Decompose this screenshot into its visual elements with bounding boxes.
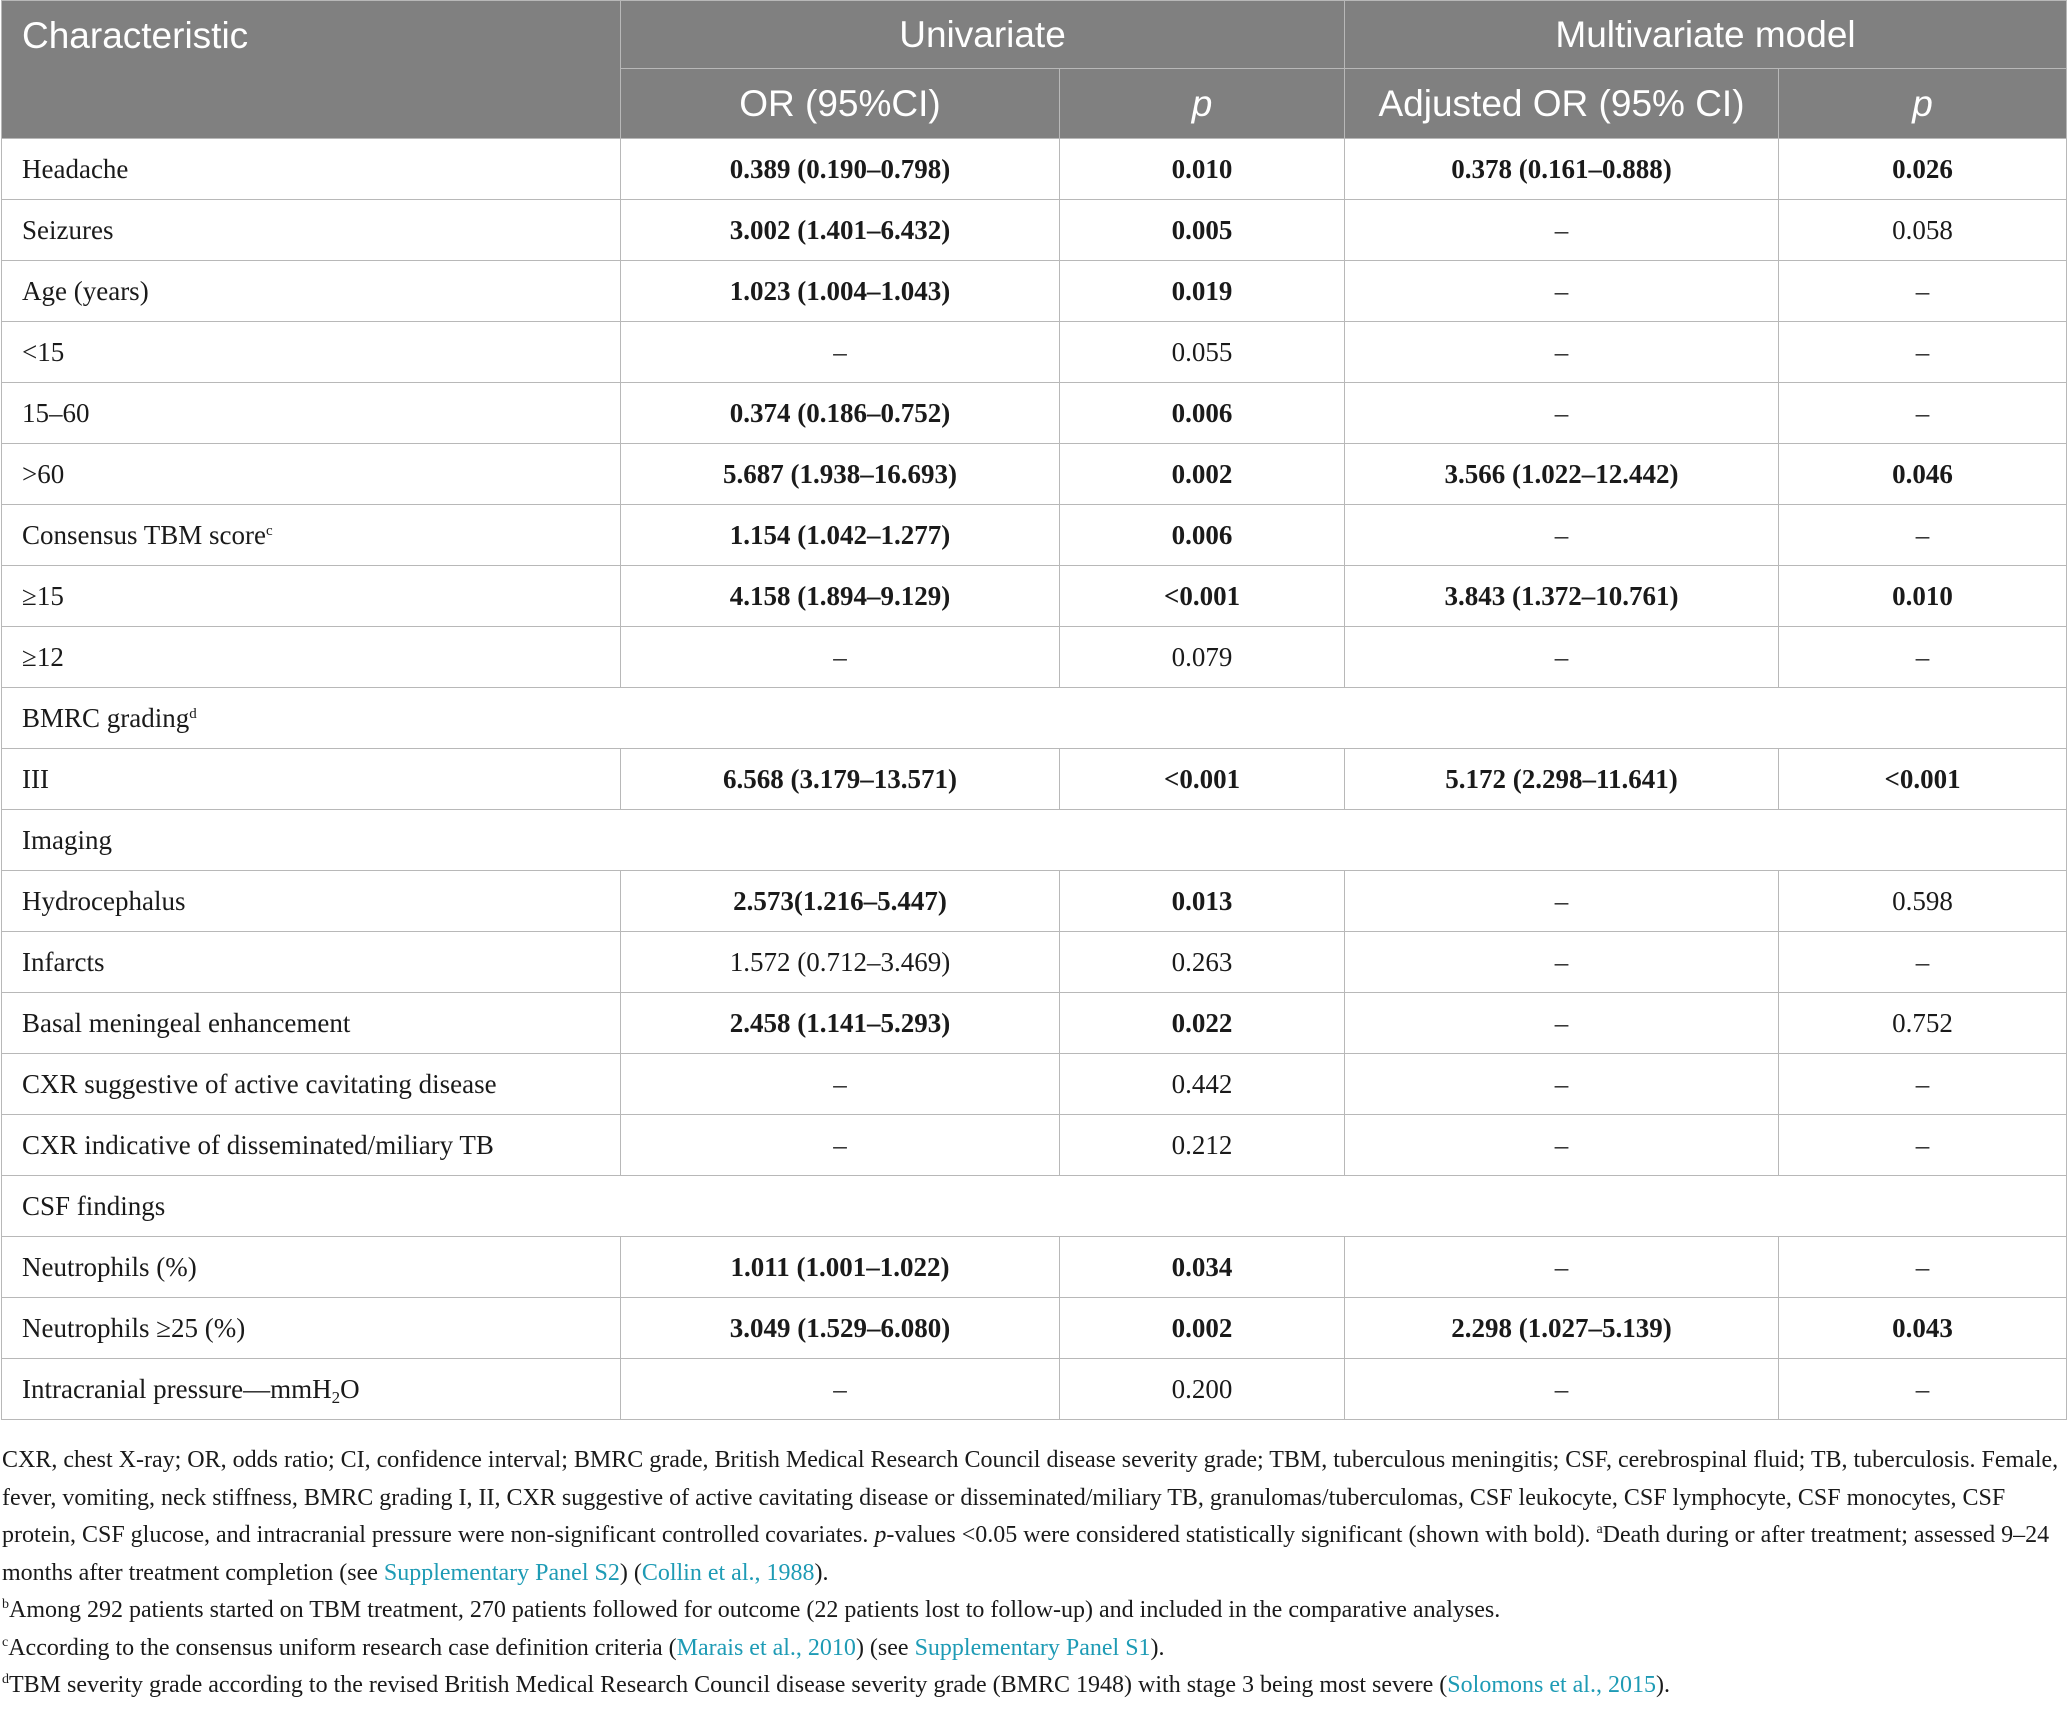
row-label: Headache bbox=[2, 139, 621, 200]
footnote-c-text: According to the consensus uniform research case definition criteria ( bbox=[8, 1634, 677, 1661]
row-label: Hydrocephalus bbox=[2, 871, 621, 932]
p-cell: 0.002 bbox=[1060, 1298, 1345, 1359]
adjusted-or-cell: 3.566 (1.022–12.442) bbox=[1345, 444, 1779, 505]
adjusted-p-cell: – bbox=[1779, 261, 2067, 322]
row-label-suffix: O bbox=[340, 1373, 360, 1404]
p-cell: <0.001 bbox=[1060, 749, 1345, 810]
adjusted-p-cell: <0.001 bbox=[1779, 749, 2067, 810]
footnote-a-mid: ) ( bbox=[619, 1559, 642, 1586]
row-label: <15 bbox=[2, 322, 621, 383]
header-p-multivariate: p bbox=[1779, 69, 2067, 139]
marais-2010-link[interactable]: Marais et al., 2010 bbox=[676, 1634, 856, 1661]
or-cell: 1.011 (1.001–1.022) bbox=[621, 1237, 1060, 1298]
regression-table bbox=[1, 0, 2067, 1420]
row-label-text: Consensus TBM score bbox=[22, 519, 267, 550]
row-label bbox=[2, 505, 621, 566]
or-cell: 6.568 (3.179–13.571) bbox=[621, 749, 1060, 810]
p-cell: 0.019 bbox=[1060, 261, 1345, 322]
footnote-c bbox=[2, 1630, 2062, 1668]
table-row bbox=[2, 505, 2067, 566]
footnote-d-end: ). bbox=[1655, 1672, 1670, 1698]
footnote-b bbox=[2, 1592, 2062, 1630]
or-cell: 2.458 (1.141–5.293) bbox=[621, 993, 1060, 1054]
adjusted-p-cell: 0.046 bbox=[1779, 444, 2067, 505]
section-label: Imaging bbox=[2, 810, 2067, 871]
section-row bbox=[2, 810, 2067, 871]
row-label: ≥15 bbox=[2, 566, 621, 627]
p-cell: 0.006 bbox=[1060, 383, 1345, 444]
p-cell: <0.001 bbox=[1060, 566, 1345, 627]
p-cell: 0.010 bbox=[1060, 139, 1345, 200]
adjusted-or-cell: – bbox=[1345, 871, 1779, 932]
p-cell: 0.263 bbox=[1060, 932, 1345, 993]
footnote-marker-d: d bbox=[2, 1672, 9, 1687]
header-multivariate: Multivariate model bbox=[1345, 1, 2067, 69]
p-cell: 0.005 bbox=[1060, 200, 1345, 261]
adjusted-or-cell: 5.172 (2.298–11.641) bbox=[1345, 749, 1779, 810]
table-row bbox=[2, 139, 2067, 200]
table-row bbox=[2, 932, 2067, 993]
section-label: CSF findings bbox=[2, 1176, 2067, 1237]
or-cell: 2.573(1.216–5.447) bbox=[621, 871, 1060, 932]
table-row bbox=[2, 566, 2067, 627]
table-row bbox=[2, 627, 2067, 688]
adjusted-or-cell: 2.298 (1.027–5.139) bbox=[1345, 1298, 1779, 1359]
table-row bbox=[2, 1298, 2067, 1359]
adjusted-or-cell: – bbox=[1345, 1115, 1779, 1176]
p-italic: p bbox=[874, 1522, 887, 1548]
or-cell: 4.158 (1.894–9.129) bbox=[621, 566, 1060, 627]
adjusted-or-cell: – bbox=[1345, 261, 1779, 322]
p-cell: 0.200 bbox=[1060, 1359, 1345, 1420]
adjusted-or-cell: – bbox=[1345, 627, 1779, 688]
table-row bbox=[2, 871, 2067, 932]
adjusted-or-cell: – bbox=[1345, 383, 1779, 444]
row-label: >60 bbox=[2, 444, 621, 505]
footnote-marker-a: a bbox=[1596, 1522, 1603, 1537]
or-cell: 1.154 (1.042–1.277) bbox=[621, 505, 1060, 566]
footnote-d bbox=[2, 1667, 2062, 1705]
row-label: Neutrophils ≥25 (%) bbox=[2, 1298, 621, 1359]
table-row bbox=[2, 444, 2067, 505]
row-label: Basal meningeal enhancement bbox=[2, 993, 621, 1054]
table-row bbox=[2, 383, 2067, 444]
row-label: ≥12 bbox=[2, 627, 621, 688]
adjusted-or-cell: – bbox=[1345, 322, 1779, 383]
adjusted-or-cell: – bbox=[1345, 200, 1779, 261]
adjusted-p-cell: – bbox=[1779, 932, 2067, 993]
footnote-marker-c: c bbox=[2, 1634, 9, 1650]
p-cell: 0.002 bbox=[1060, 444, 1345, 505]
or-cell: 0.374 (0.186–0.752) bbox=[621, 383, 1060, 444]
or-cell: – bbox=[621, 1115, 1060, 1176]
table-body bbox=[2, 139, 2067, 1420]
adjusted-or-cell: – bbox=[1345, 993, 1779, 1054]
adjusted-p-cell: – bbox=[1779, 383, 2067, 444]
subscript: 2 bbox=[331, 1387, 341, 1407]
adjusted-or-cell: 3.843 (1.372–10.761) bbox=[1345, 566, 1779, 627]
adjusted-or-cell: – bbox=[1345, 932, 1779, 993]
or-cell: 5.687 (1.938–16.693) bbox=[621, 444, 1060, 505]
table-footnotes bbox=[2, 1442, 2062, 1705]
row-label: Seizures bbox=[2, 200, 621, 261]
footnote-d-text: TBM severity grade according to the revised British Medical Research Council disease severity grade (BMRC 1948) with stage 3 being most severe ( bbox=[9, 1672, 1448, 1698]
section-label-text: BMRC grading bbox=[22, 702, 190, 733]
adjusted-p-cell: 0.043 bbox=[1779, 1298, 2067, 1359]
p-cell: 0.079 bbox=[1060, 627, 1345, 688]
section-row bbox=[2, 688, 2067, 749]
table-row bbox=[2, 261, 2067, 322]
section-row bbox=[2, 1176, 2067, 1237]
adjusted-p-cell: 0.010 bbox=[1779, 566, 2067, 627]
adjusted-p-cell: – bbox=[1779, 1237, 2067, 1298]
collin-1988-link[interactable]: Collin et al., 1988 bbox=[641, 1559, 815, 1586]
row-label: III bbox=[2, 749, 621, 810]
footnote-c-mid: ) (see bbox=[855, 1634, 915, 1661]
p-cell: 0.013 bbox=[1060, 871, 1345, 932]
or-cell: – bbox=[621, 627, 1060, 688]
row-label bbox=[2, 1359, 621, 1420]
footnote-marker-b: b bbox=[2, 1597, 9, 1612]
footnote-marker: d bbox=[189, 705, 197, 722]
abbreviations-note bbox=[2, 1442, 2062, 1592]
or-cell: 3.049 (1.529–6.080) bbox=[621, 1298, 1060, 1359]
table-row bbox=[2, 1115, 2067, 1176]
p-cell: 0.034 bbox=[1060, 1237, 1345, 1298]
adjusted-p-cell: 0.026 bbox=[1779, 139, 2067, 200]
table-row bbox=[2, 1359, 2067, 1420]
adjusted-or-cell: – bbox=[1345, 1359, 1779, 1420]
adjusted-p-cell: 0.752 bbox=[1779, 993, 2067, 1054]
row-label: Infarcts bbox=[2, 932, 621, 993]
row-label: Age (years) bbox=[2, 261, 621, 322]
abbreviations-text: CXR, chest X-ray; OR, odds ratio; CI, confidence interval; BMRC grade, British Medical Research Council disease severity grade; TBM, tuberculous meningitis; CSF, cerebrospinal fluid; TB, tuberculosis. Female, fever, vomiting, neck stiffness, BMRC grading I, II, CXR suggestive of active cavitating disease or disseminated/miliary TB, granulomas/tuberculomas, CSF leukocyte, CSF lymphocyte, CSF monocytes, CSF protein, CSF glucose, and intracranial pressure were non-significant controlled covariates. bbox=[2, 1447, 2059, 1548]
or-cell: 0.389 (0.190–0.798) bbox=[621, 139, 1060, 200]
header-or-ci: OR (95%CI) bbox=[621, 69, 1060, 139]
or-cell: 1.572 (0.712–3.469) bbox=[621, 932, 1060, 993]
p-cell: 0.442 bbox=[1060, 1054, 1345, 1115]
table-row bbox=[2, 1237, 2067, 1298]
or-cell: 1.023 (1.004–1.043) bbox=[621, 261, 1060, 322]
p-cell: 0.006 bbox=[1060, 505, 1345, 566]
p-cell: 0.022 bbox=[1060, 993, 1345, 1054]
table-row bbox=[2, 993, 2067, 1054]
footnote-c-end: ). bbox=[1150, 1634, 1165, 1661]
adjusted-or-cell: 0.378 (0.161–0.888) bbox=[1345, 139, 1779, 200]
footnote-a-text: Death during or after treatment; assessed 9–24 months after treatment completion (see bbox=[2, 1522, 2054, 1586]
or-cell: – bbox=[621, 322, 1060, 383]
adjusted-p-cell: – bbox=[1779, 627, 2067, 688]
row-label: CXR indicative of disseminated/miliary TB bbox=[2, 1115, 621, 1176]
adjusted-p-cell: – bbox=[1779, 1115, 2067, 1176]
section-label bbox=[2, 688, 2067, 749]
or-cell: 3.002 (1.401–6.432) bbox=[621, 200, 1060, 261]
adjusted-p-cell: 0.598 bbox=[1779, 871, 2067, 932]
or-cell: – bbox=[621, 1359, 1060, 1420]
header-characteristic: Characteristic bbox=[2, 1, 621, 139]
supplementary-panel-s1-link[interactable]: Supplementary Panel S1 bbox=[914, 1634, 1151, 1661]
or-cell: – bbox=[621, 1054, 1060, 1115]
adjusted-p-cell: 0.058 bbox=[1779, 200, 2067, 261]
solomons-2015-link[interactable]: Solomons et al., 2015 bbox=[1447, 1672, 1656, 1698]
adjusted-or-cell: – bbox=[1345, 1054, 1779, 1115]
footnote-a-end: ). bbox=[814, 1559, 829, 1586]
header-adjusted-or-ci: Adjusted OR (95% CI) bbox=[1345, 69, 1779, 139]
p-cell: 0.055 bbox=[1060, 322, 1345, 383]
adjusted-or-cell: – bbox=[1345, 505, 1779, 566]
footnote-b-text: Among 292 patients started on TBM treatment, 270 patients followed for outcome (22 patients lost to follow-up) and included in the comparative analyses. bbox=[9, 1597, 1501, 1623]
adjusted-or-cell: – bbox=[1345, 1237, 1779, 1298]
table-row bbox=[2, 322, 2067, 383]
footnote-marker: c bbox=[266, 522, 273, 539]
abbreviations-text-2: -values <0.05 were considered statistically significant (shown with bold). bbox=[886, 1522, 1597, 1548]
row-label: 15–60 bbox=[2, 383, 621, 444]
adjusted-p-cell: – bbox=[1779, 1359, 2067, 1420]
adjusted-p-cell: – bbox=[1779, 505, 2067, 566]
row-label: Neutrophils (%) bbox=[2, 1237, 621, 1298]
adjusted-p-cell: – bbox=[1779, 322, 2067, 383]
p-cell: 0.212 bbox=[1060, 1115, 1345, 1176]
table-row bbox=[2, 1054, 2067, 1115]
adjusted-p-cell: – bbox=[1779, 1054, 2067, 1115]
header-p-univariate: p bbox=[1060, 69, 1345, 139]
table-row bbox=[2, 749, 2067, 810]
supplementary-panel-s2-link[interactable]: Supplementary Panel S2 bbox=[383, 1559, 620, 1586]
row-label-text: Intracranial pressure—mmH bbox=[22, 1373, 332, 1404]
header-univariate: Univariate bbox=[621, 1, 1345, 69]
row-label: CXR suggestive of active cavitating disease bbox=[2, 1054, 621, 1115]
table-row bbox=[2, 200, 2067, 261]
